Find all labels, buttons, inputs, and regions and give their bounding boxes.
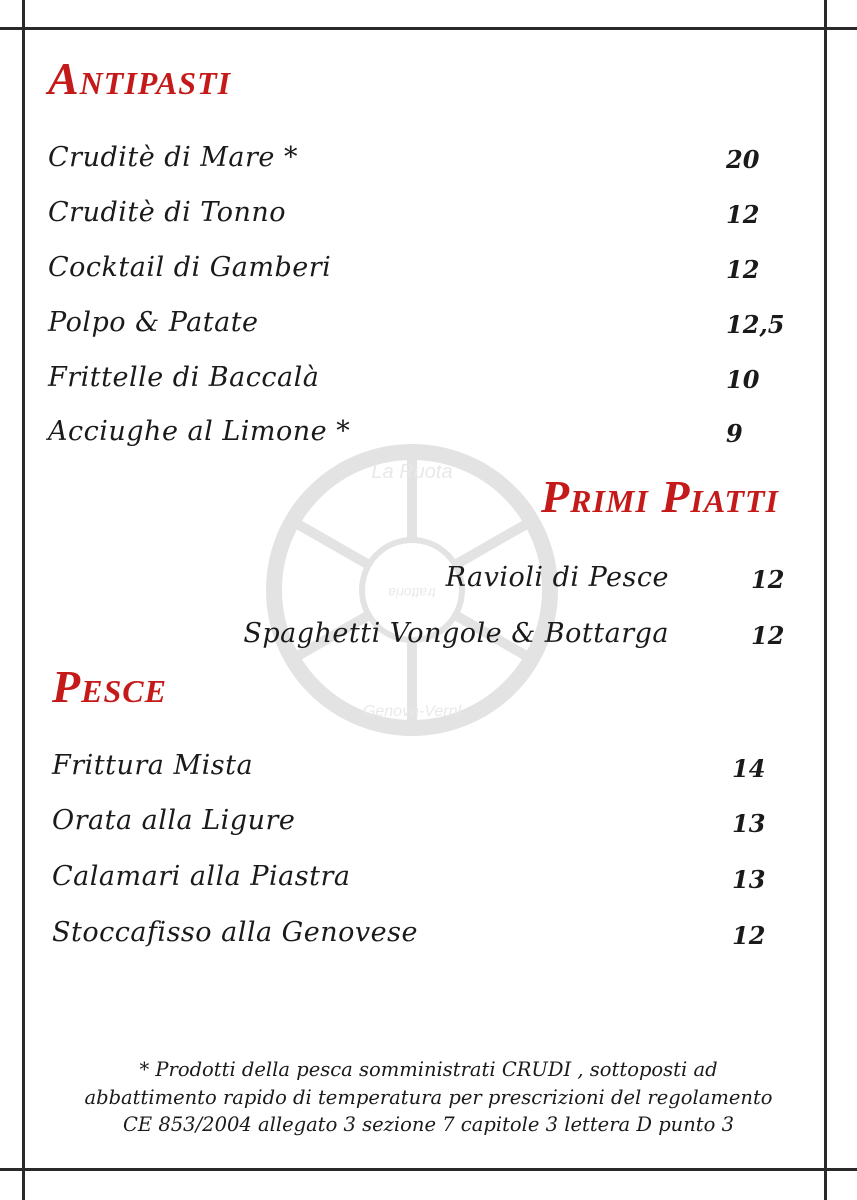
menu-item-name: Polpo & Patate bbox=[48, 307, 259, 338]
menu-item-price: 12,5 bbox=[726, 310, 785, 339]
menu-item-name: Ravioli di Pesce bbox=[445, 562, 669, 593]
menu-item-name: Frittelle di Baccalà bbox=[48, 362, 320, 393]
menu-item-price: 14 bbox=[732, 754, 766, 783]
section-title-antipasti: Antipasti bbox=[48, 53, 232, 104]
menu-item-price: 12 bbox=[726, 200, 760, 229]
menu-item-name: Cocktail di Gamberi bbox=[48, 252, 332, 283]
menu-item-name: Cruditè di Mare * bbox=[48, 142, 298, 173]
section-title-pesce: Pesce bbox=[52, 661, 167, 712]
menu-item-name: Stoccafisso alla Genovese bbox=[52, 917, 418, 948]
footnote-line-1: * Prodotti della pesca somministrati CRUDI , sottoposti ad bbox=[139, 1058, 718, 1081]
frame-left-line bbox=[22, 0, 25, 1200]
menu-item-price: 12 bbox=[726, 255, 760, 284]
menu-item-price: 12 bbox=[751, 621, 785, 650]
menu-item-name: Acciughe al Limone * bbox=[48, 416, 351, 447]
footnote-line-2: abbattimento rapido di temperatura per prescrizioni del regolamento bbox=[84, 1085, 773, 1109]
watermark-top-text: La Ruota bbox=[371, 461, 453, 483]
menu-item-price: 20 bbox=[726, 145, 760, 174]
menu-item-price: 12 bbox=[732, 921, 766, 950]
frame-right-line bbox=[824, 0, 827, 1200]
menu-item-price: 13 bbox=[732, 865, 766, 894]
menu-item-price: 13 bbox=[732, 809, 766, 838]
menu-item-name: Spaghetti Vongole & Bottarga bbox=[243, 618, 669, 649]
watermark-middle-text: trattoria bbox=[388, 585, 436, 601]
watermark-bottom-text: Genova-Vernl bbox=[362, 703, 462, 720]
frame-bottom-line bbox=[0, 1168, 857, 1171]
menu-item-name: Frittura Mista bbox=[52, 750, 254, 781]
footnote-line-3: CE 853/2004 allegato 3 sezione 7 capitole 3 lettera D punto 3 bbox=[123, 1113, 734, 1137]
menu-item-price: 12 bbox=[751, 565, 785, 594]
section-title-primi-piatti: Primi Piatti bbox=[541, 471, 779, 522]
menu-item-name: Calamari alla Piastra bbox=[52, 861, 351, 892]
menu-item-name: Orata alla Ligure bbox=[52, 805, 296, 836]
menu-item-name: Cruditè di Tonno bbox=[48, 197, 286, 228]
footnote bbox=[40, 1056, 817, 1139]
menu-item-price: 10 bbox=[726, 365, 760, 394]
menu-item-price: 9 bbox=[726, 419, 743, 448]
frame-top-line bbox=[0, 27, 857, 30]
